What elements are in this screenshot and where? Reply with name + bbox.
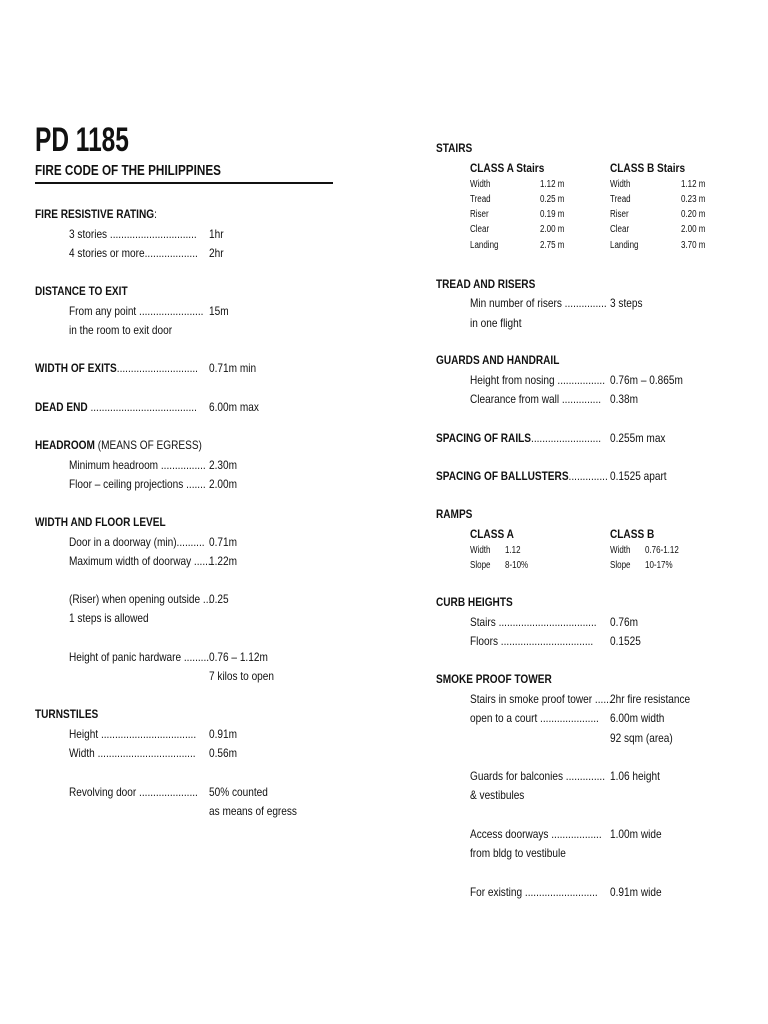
stairs-b-label: Width xyxy=(610,179,631,190)
curb-row-label: Stairs ................................... xyxy=(470,615,597,629)
width-floor-row-label: Door in a doorway (min).......... xyxy=(69,535,205,549)
curb-row-value: 0.76m xyxy=(610,615,639,629)
ramps-b-value: 0.76-1.12 xyxy=(645,545,679,556)
distance-to-exit-value: 15m xyxy=(209,304,229,318)
tread-risers-value: 3 steps xyxy=(610,296,643,310)
stairs-b-label: Landing xyxy=(610,240,639,251)
ramps-a-label: Width xyxy=(470,545,491,556)
ramps-a-value: 1.12 xyxy=(505,545,521,556)
tread-risers-label: Min number of risers ............... xyxy=(470,296,607,310)
ramps-a-label: Slope xyxy=(470,560,491,571)
panic-hardware-label: Height of panic hardware ......... xyxy=(69,650,210,664)
stairs-b-value: 3.70 m xyxy=(681,240,706,251)
guards-row-value: 0.38m xyxy=(610,392,639,406)
smoke-guards-value: 1.06 height xyxy=(610,769,660,783)
width-of-exits-line: WIDTH OF EXITS............................. xyxy=(35,361,198,375)
guards-row-value: 0.76m – 0.865m xyxy=(610,373,683,387)
smoke-existing-value: 0.91m wide xyxy=(610,885,662,899)
ramps-a-value: 8-10% xyxy=(505,560,529,571)
panic-hardware-note: 7 kilos to open xyxy=(209,669,275,683)
ramps-class-a-title: CLASS A xyxy=(470,527,514,541)
riser-value: 0.25 xyxy=(209,592,229,606)
stairs-a-value: 1.12 m xyxy=(540,179,565,190)
width-floor-row-value: 0.71m xyxy=(209,535,238,549)
stairs-heading: STAIRS xyxy=(436,141,473,155)
stairs-b-label: Clear xyxy=(610,224,630,235)
curb-row-value: 0.1525 xyxy=(610,634,641,648)
headroom-row-label: Floor – ceiling projections ....... xyxy=(69,477,206,491)
stairs-a-label: Tread xyxy=(470,194,491,205)
smoke-tower-heading: SMOKE PROOF TOWER xyxy=(436,672,552,686)
width-floor-row-value: 1.22m xyxy=(209,554,238,568)
stairs-a-value: 2.75 m xyxy=(540,240,565,251)
dead-end-value: 6.00m max xyxy=(209,400,259,414)
curb-heights-heading: CURB HEIGHTS xyxy=(436,595,513,609)
turnstiles-heading: TURNSTILES xyxy=(35,707,99,721)
width-floor-row-label: Maximum width of doorway ...... xyxy=(69,554,211,568)
stairs-class-b-title: CLASS B Stairs xyxy=(610,161,686,175)
fire-resistive-heading: FIRE RESISTIVE RATING: xyxy=(35,207,157,221)
dead-end-line: DEAD END ...................................... xyxy=(35,400,197,414)
panic-hardware-value: 0.76 – 1.12m xyxy=(209,650,268,664)
headroom-row-value: 2.30m xyxy=(209,458,238,472)
stairs-b-value: 2.00 m xyxy=(681,224,706,235)
stairs-class-a-title: CLASS A Stairs xyxy=(470,161,545,175)
revolving-door-value: 50% counted xyxy=(209,785,268,799)
headroom-row-value: 2.00m xyxy=(209,477,238,491)
riser-label: (Riser) when opening outside ... xyxy=(69,592,212,606)
headroom-heading: HEADROOM (MEANS OF EGRESS) xyxy=(35,438,202,452)
smoke-guards-note: & vestibules xyxy=(470,788,525,802)
guards-row-label: Height from nosing ................. xyxy=(470,373,606,387)
ramps-class-b-title: CLASS B xyxy=(610,527,655,541)
fire-resistive-row-value: 2hr xyxy=(209,246,224,260)
smoke-court-note: 92 sqm (area) xyxy=(610,731,673,745)
stairs-a-value: 0.25 m xyxy=(540,194,565,205)
title-divider xyxy=(35,182,333,184)
stairs-b-label: Riser xyxy=(610,209,629,220)
stairs-a-value: 0.19 m xyxy=(540,209,565,220)
distance-to-exit-label: From any point ....................... xyxy=(69,304,204,318)
width-floor-heading: WIDTH AND FLOOR LEVEL xyxy=(35,515,166,529)
ramps-heading: RAMPS xyxy=(436,507,473,521)
width-of-exits-value: 0.71m min xyxy=(209,361,257,375)
ramps-b-label: Slope xyxy=(610,560,631,571)
smoke-guards-label: Guards for balconies .............. xyxy=(470,769,606,783)
stairs-b-value: 0.20 m xyxy=(681,209,706,220)
spacing-ballusters-line: SPACING OF BALLUSTERS.............. xyxy=(436,469,608,483)
spacing-ballusters-value: 0.1525 apart xyxy=(610,469,667,483)
revolving-door-label: Revolving door ..................... xyxy=(69,785,198,799)
smoke-existing-label: For existing .......................... xyxy=(470,885,598,899)
distance-to-exit-note: in the room to exit door xyxy=(69,323,173,337)
fire-resistive-row-label: 3 stories ............................... xyxy=(69,227,197,241)
stairs-a-label: Landing xyxy=(470,240,499,251)
guards-row-label: Clearance from wall .............. xyxy=(470,392,602,406)
page-title: PD 1185 xyxy=(35,121,129,159)
distance-to-exit-heading: DISTANCE TO EXIT xyxy=(35,284,128,298)
spacing-rails-line: SPACING OF RAILS......................... xyxy=(436,431,602,445)
tread-risers-heading: TREAD AND RISERS xyxy=(436,277,536,291)
turnstiles-row-label: Height .................................. xyxy=(69,727,197,741)
turnstiles-row-label: Width ................................... xyxy=(69,746,196,760)
stairs-a-label: Clear xyxy=(470,224,490,235)
tread-risers-note: in one flight xyxy=(470,316,522,330)
fire-resistive-row-value: 1hr xyxy=(209,227,224,241)
turnstiles-row-value: 0.56m xyxy=(209,746,238,760)
smoke-stairs-label: Stairs in smoke proof tower ...... xyxy=(470,692,612,706)
smoke-stairs-value: 2hr fire resistance xyxy=(610,692,691,706)
page-subtitle: FIRE CODE OF THE PHILIPPINES xyxy=(35,162,221,179)
stairs-a-label: Riser xyxy=(470,209,489,220)
ramps-b-value: 10-17% xyxy=(645,560,673,571)
ramps-b-label: Width xyxy=(610,545,631,556)
smoke-access-label: Access doorways .................. xyxy=(470,827,602,841)
turnstiles-row-value: 0.91m xyxy=(209,727,238,741)
smoke-court-value: 6.00m width xyxy=(610,711,665,725)
riser-note: 1 steps is allowed xyxy=(69,611,149,625)
fire-resistive-row-label: 4 stories or more................... xyxy=(69,246,198,260)
smoke-access-note: from bldg to vestibule xyxy=(470,846,566,860)
stairs-b-value: 1.12 m xyxy=(681,179,706,190)
revolving-door-note: as means of egress xyxy=(209,804,297,818)
spacing-rails-value: 0.255m max xyxy=(610,431,666,445)
smoke-access-value: 1.00m wide xyxy=(610,827,662,841)
guards-handrail-heading: GUARDS AND HANDRAIL xyxy=(436,353,560,367)
stairs-b-label: Tread xyxy=(610,194,631,205)
stairs-b-value: 0.23 m xyxy=(681,194,706,205)
stairs-a-label: Width xyxy=(470,179,491,190)
smoke-court-label: open to a court ..................... xyxy=(470,711,599,725)
stairs-a-value: 2.00 m xyxy=(540,224,565,235)
headroom-row-label: Minimum headroom ................ xyxy=(69,458,206,472)
curb-row-label: Floors ................................. xyxy=(470,634,594,648)
